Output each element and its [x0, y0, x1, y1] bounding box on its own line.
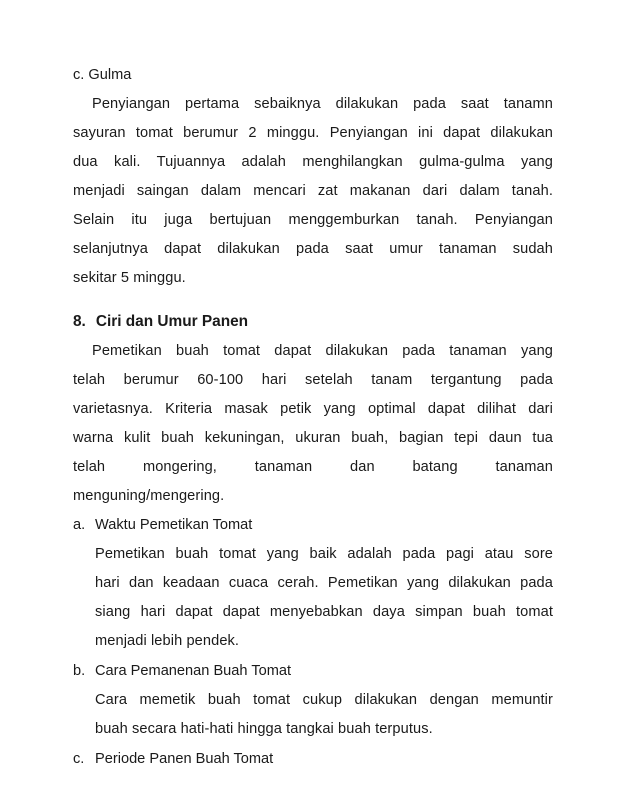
paragraph-line: warna kulit buah kekuningan, ukuran buah, bagian tepi daun tua [73, 430, 553, 446]
subsection-b-label [73, 662, 291, 680]
paragraph-line: dua kali. Tujuannya adalah menghilangkan gulma-gulma yang [73, 154, 553, 170]
paragraph-line: buah secara hati-hati hingga tangkai buah terputus. [95, 721, 433, 737]
list-marker: b. [73, 663, 86, 679]
section-number: 8. [73, 313, 86, 330]
subsection-c-label [73, 750, 273, 768]
paragraph-line: menguning/mengering. [73, 488, 225, 504]
paragraph-line: varietasnya. Kriteria masak petik yang optimal dapat dilihat dari [73, 401, 553, 417]
list-marker: a. [73, 517, 86, 533]
paragraph-line: telah berumur 60-100 hari setelah tanam tergantung pada [73, 372, 553, 388]
section-heading [73, 313, 248, 331]
paragraph-line: sayuran tomat berumur 2 minggu. Penyiangan ini dapat dilakukan [73, 125, 553, 141]
paragraph-line: Pemetikan buah tomat dapat dilakukan pada tanaman yang [92, 343, 553, 359]
subsection-title: Cara Pemanenan Buah Tomat [95, 663, 292, 679]
paragraph-line: Selain itu juga bertujuan menggemburkan tanah. Penyiangan [73, 212, 553, 228]
subsection-gulma-label: c. Gulma [73, 67, 132, 83]
subsection-title: Periode Panen Buah Tomat [95, 751, 274, 767]
paragraph-line: hari dan keadaan cuaca cerah. Pemetikan yang dilakukan pada [95, 575, 553, 591]
list-marker: c. [73, 751, 85, 767]
paragraph-line: sekitar 5 minggu. [73, 270, 186, 286]
paragraph-line: Pemetikan buah tomat yang baik adalah pada pagi atau sore [95, 546, 553, 562]
paragraph-line: menjadi lebih pendek. [95, 633, 240, 649]
paragraph-line: Penyiangan pertama sebaiknya dilakukan pada saat tanamn [92, 96, 553, 112]
paragraph-line: siang hari dapat dapat menyebabkan daya simpan buah tomat [95, 604, 553, 620]
paragraph-line: menjadi saingan dalam mencari zat makanan dari dalam tanah. [73, 183, 553, 199]
subsection-title: Waktu Pemetikan Tomat [95, 517, 253, 533]
paragraph-line: telah mongering, tanaman dan batang tanaman [73, 459, 553, 475]
paragraph-line: selanjutnya dapat dilakukan pada saat umur tanaman sudah [73, 241, 553, 257]
subsection-a-label [73, 516, 252, 534]
section-title: Ciri dan Umur Panen [95, 313, 249, 330]
paragraph-line: Cara memetik buah tomat cukup dilakukan dengan memuntir [95, 692, 553, 708]
